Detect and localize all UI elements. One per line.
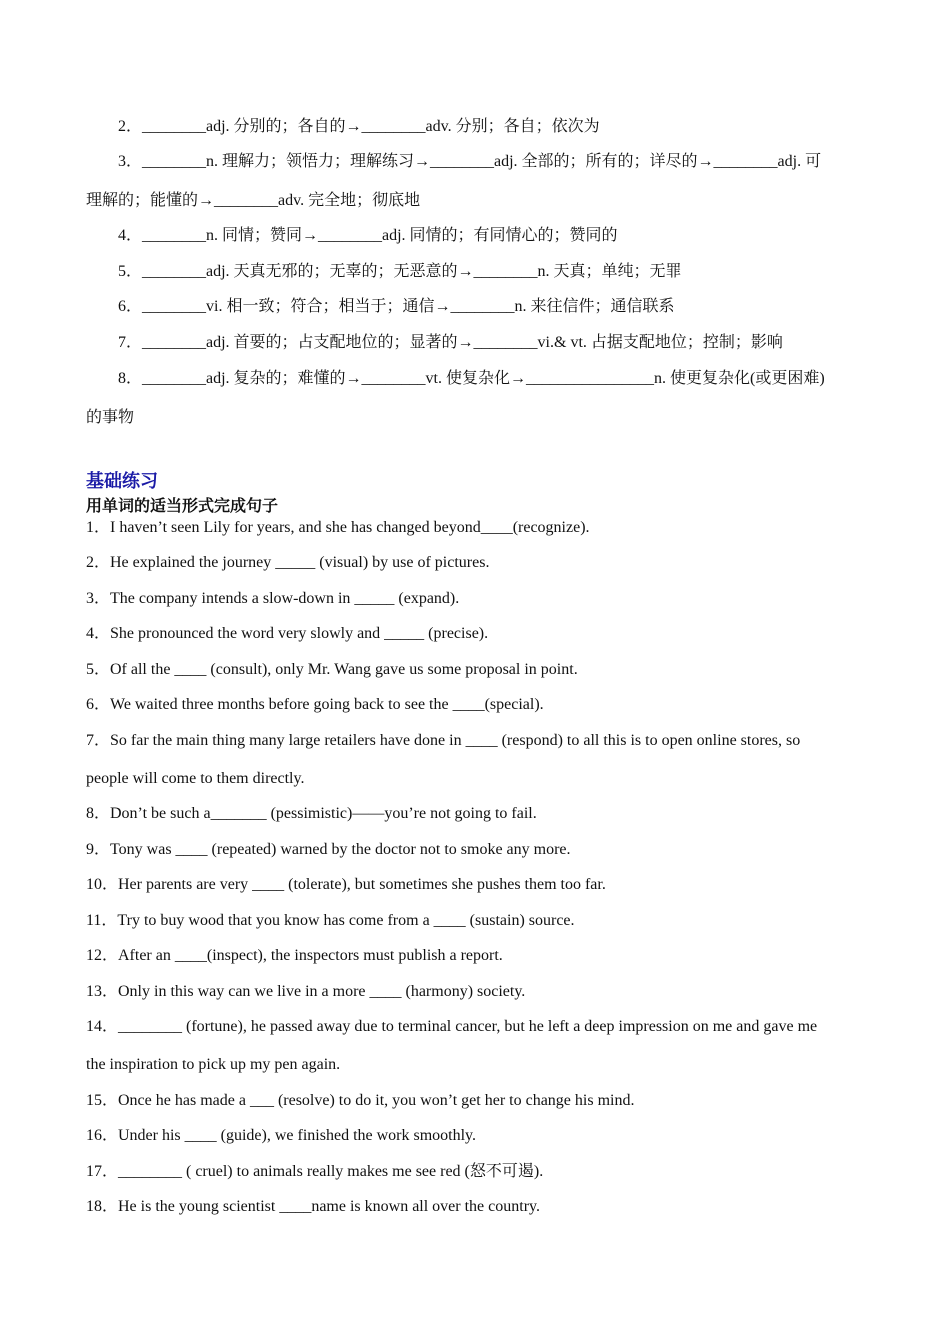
exercise-9: 9．Tony was ____ (repeated) warned by the doctor not to smoke any more. — [86, 841, 571, 858]
vocab-line-2: 2．________adj. 分别的；各自的→________adv. 分别；各自；依次为 — [118, 118, 600, 135]
vocab-line-8: 8．________adj. 复杂的；难懂的→________vt. 使复杂化→________________n. 使更复杂化(或更困难) — [118, 370, 825, 387]
vocab-line-3-cont: 理解的；能懂的→________adv. 完全地；彻底地 — [86, 192, 421, 209]
exercise-2: 2．He explained the journey _____ (visual) by use of pictures. — [86, 554, 490, 571]
exercise-10: 10．Her parents are very ____ (tolerate), but sometimes she pushes them too far. — [86, 876, 606, 893]
vocab-line-8-cont: 的事物 — [86, 409, 135, 426]
exercise-7: 7．So far the main thing many large retailers have done in ____ (respond) to all this is to open online stores, so — [86, 732, 801, 749]
section-instruction: 用单词的适当形式完成句子 — [86, 496, 279, 515]
exercise-17: 17．________ ( cruel) to animals really makes me see red (怒不可遏). — [86, 1163, 544, 1180]
vocab-line-3: 3．________n. 理解力；领悟力；理解练习→________adj. 全部的；所有的；详尽的→________adj. 可 — [118, 153, 822, 170]
exercise-18: 18．He is the young scientist ____name is known all over the country. — [86, 1198, 540, 1215]
vocab-line-7: 7．________adj. 首要的；占支配地位的；显著的→________vi.& vt. 占据支配地位；控制；影响 — [118, 334, 783, 351]
vocab-line-6: 6．________vi. 相一致；符合；相当于；通信→________n. 来往信件；通信联系 — [118, 298, 675, 315]
exercise-3: 3．The company intends a slow-down in _____ (expand). — [86, 590, 460, 607]
exercise-7-cont: people will come to them directly. — [86, 770, 305, 787]
exercise-16: 16．Under his ____ (guide), we finished the work smoothly. — [86, 1127, 477, 1144]
exercise-11: 11．Try to buy wood that you know has come from a ____ (sustain) source. — [86, 912, 575, 929]
exercise-15: 15．Once he has made a ___ (resolve) to do it, you won’t get her to change his mind. — [86, 1092, 635, 1109]
exercise-8: 8．Don’t be such a_______ (pessimistic)——you’re not going to fail. — [86, 805, 537, 822]
exercise-4: 4．She pronounced the word very slowly and _____ (precise). — [86, 625, 489, 642]
exercise-6: 6．We waited three months before going back to see the ____(special). — [86, 696, 544, 713]
vocab-line-4: 4．________n. 同情；赞同→________adj. 同情的；有同情心的；赞同的 — [118, 227, 618, 244]
exercise-12: 12．After an ____(inspect), the inspectors must publish a report. — [86, 947, 503, 964]
exercise-14: 14．________ (fortune), he passed away due to terminal cancer, but he left a deep impression on me and gave me — [86, 1018, 818, 1035]
exercise-13: 13．Only in this way can we live in a more ____ (harmony) society. — [86, 983, 526, 1000]
vocab-line-5: 5．________adj. 天真无邪的；无辜的；无恶意的→________n. 天真；单纯；无罪 — [118, 263, 682, 280]
section-title: 基础练习 — [86, 471, 158, 492]
exercise-1: 1．I haven’t seen Lily for years, and she has changed beyond____(recognize). — [86, 519, 590, 536]
exercise-14-cont: the inspiration to pick up my pen again. — [86, 1056, 341, 1073]
exercise-5: 5．Of all the ____ (consult), only Mr. Wang gave us some proposal in point. — [86, 661, 578, 678]
